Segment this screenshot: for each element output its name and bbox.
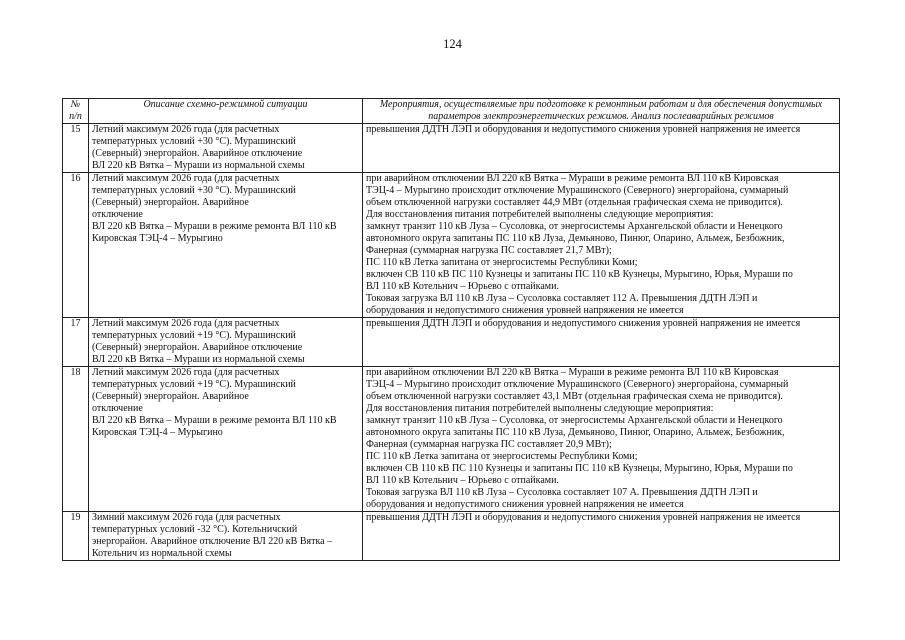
measures-line: ПС 110 кВ Летка запитана от энергосистемы Республики Коми; <box>366 257 638 268</box>
measures-line: автономного округа запитаны ПС 110 кВ Луза, Демьяново, Пинюг, Опарино, Альмеж, Безбожник, <box>366 233 785 244</box>
measures-line: Токовая загрузка ВЛ 110 кВ Луза – Сусоловка составляет 112 А. Превышения ДДТН ЛЭП и <box>366 293 758 304</box>
row-description <box>89 512 363 561</box>
row-number: 15 <box>63 124 89 173</box>
description-line: отключение <box>92 403 143 414</box>
measures-line: ВЛ 110 кВ Котельнич – Юрьево с отпайками. <box>366 281 559 292</box>
description-line: температурных условий +30 °С). Мурашинский <box>92 185 296 196</box>
measures-line: ТЭЦ-4 – Мурыгино происходит отключение Мурашинского (Северного) энергорайона, суммарный <box>366 185 789 196</box>
description-line: Летний максимум 2026 года (для расчетных <box>92 173 280 184</box>
table-row <box>63 173 840 318</box>
measures-line: замкнут транзит 110 кВ Луза – Сусоловка, от энергосистемы Архангельской области и Ненецкого <box>366 415 783 426</box>
description-line: Котельнич из нормальной схемы <box>92 548 232 559</box>
measures-line: Для восстановления питания потребителей выполнены следующие мероприятия: <box>366 403 714 414</box>
table-row <box>63 367 840 512</box>
scenario-table <box>62 98 840 561</box>
header-description <box>89 99 363 124</box>
description-line: ВЛ 220 кВ Вятка – Мураши из нормальной схемы <box>92 160 305 171</box>
description-line: (Северный) энергорайон. Аварийное отключение <box>92 342 303 353</box>
measures-line: автономного округа запитаны ПС 110 кВ Луза, Демьяново, Пинюг, Опарино, Альмеж, Безбожник, <box>366 427 785 438</box>
description-line: Летний максимум 2026 года (для расчетных <box>92 367 280 378</box>
measures-line: Для восстановления питания потребителей выполнены следующие мероприятия: <box>366 209 714 220</box>
measures-line: при аварийном отключении ВЛ 220 кВ Вятка – Мураши в режиме ремонта ВЛ 110 кВ Кировская <box>366 173 779 184</box>
measures-line: Фанерная (суммарная нагрузка ПС составляет 21,7 МВт); <box>366 245 612 256</box>
measures-line: превышения ДДТН ЛЭП и оборудования и недопустимого снижения уровней напряжения не имеется <box>366 124 801 135</box>
header-measures-line: параметров электроэнергетических режимов. Анализ послеаварийных режимов <box>428 111 774 122</box>
table-row <box>63 512 840 561</box>
description-line: Летний максимум 2026 года (для расчетных <box>92 318 280 329</box>
measures-line: ПС 110 кВ Летка запитана от энергосистемы Республики Коми; <box>366 451 638 462</box>
description-line: температурных условий +19 °С). Мурашинский <box>92 330 296 341</box>
header-measures <box>363 99 840 124</box>
measures-line: замкнут транзит 110 кВ Луза – Сусоловка, от энергосистемы Архангельской области и Ненецкого <box>366 221 783 232</box>
measures-line: оборудования и недопустимого снижения уровней напряжения не имеется <box>366 499 684 510</box>
header-number-line: № <box>70 99 81 110</box>
row-number: 17 <box>63 318 89 367</box>
description-line: (Северный) энергорайон. Аварийное отключение <box>92 148 303 159</box>
measures-line: оборудования и недопустимого снижения уровней напряжения не имеется <box>366 305 684 316</box>
header-number-line: п/п <box>69 111 82 122</box>
row-description <box>89 173 363 318</box>
measures-line: объем отключенной нагрузки составляет 43,1 МВт (отдельная графическая схема не приводится). <box>366 391 783 402</box>
description-line: температурных условий +19 °С). Мурашинский <box>92 379 296 390</box>
row-measures <box>363 367 840 512</box>
measures-line: Токовая загрузка ВЛ 110 кВ Луза – Сусоловка составляет 107 А. Превышения ДДТН ЛЭП и <box>366 487 758 498</box>
description-line: Зимний максимум 2026 года (для расчетных <box>92 512 281 523</box>
table-row <box>63 124 840 173</box>
description-line: Кировская ТЭЦ-4 – Мурыгино <box>92 427 223 438</box>
measures-line: объем отключенной нагрузки составляет 44,9 МВт (отдельная графическая схема не приводится). <box>366 197 783 208</box>
measures-line: ТЭЦ-4 – Мурыгино происходит отключение Мурашинского (Северного) энергорайона, суммарный <box>366 379 789 390</box>
row-measures <box>363 173 840 318</box>
header-measures-line: Мероприятия, осуществляемые при подготовке к ремонтным работам и для обеспечения допустимых <box>379 99 823 110</box>
row-number: 16 <box>63 173 89 318</box>
measures-line: при аварийном отключении ВЛ 220 кВ Вятка – Мураши в режиме ремонта ВЛ 110 кВ Кировская <box>366 367 779 378</box>
measures-line: включен СВ 110 кВ ПС 110 Кузнецы и запитаны ПС 110 кВ Кузнецы, Мурыгино, Юрья, Мураши по <box>366 463 793 474</box>
measures-line: Фанерная (суммарная нагрузка ПС составляет 20,9 МВт); <box>366 439 612 450</box>
description-line: (Северный) энергорайон. Аварийное <box>92 391 249 402</box>
row-description <box>89 367 363 512</box>
measures-line: превышения ДДТН ЛЭП и оборудования и недопустимого снижения уровней напряжения не имеется <box>366 512 801 523</box>
table-body <box>63 124 840 561</box>
row-measures <box>363 318 840 367</box>
row-description <box>89 124 363 173</box>
description-line: Летний максимум 2026 года (для расчетных <box>92 124 280 135</box>
page-number: 124 <box>443 37 462 51</box>
measures-line: превышения ДДТН ЛЭП и оборудования и недопустимого снижения уровней напряжения не имеется <box>366 318 801 329</box>
row-number: 18 <box>63 367 89 512</box>
measures-line: включен СВ 110 кВ ПС 110 Кузнецы и запитаны ПС 110 кВ Кузнецы, Мурыгино, Юрья, Мураши по <box>366 269 793 280</box>
description-line: отключение <box>92 209 143 220</box>
description-line: ВЛ 220 кВ Вятка – Мураши в режиме ремонта ВЛ 110 кВ <box>92 221 337 232</box>
description-line: ВЛ 220 кВ Вятка – Мураши из нормальной схемы <box>92 354 305 365</box>
description-line: ВЛ 220 кВ Вятка – Мураши в режиме ремонта ВЛ 110 кВ <box>92 415 337 426</box>
row-measures <box>363 512 840 561</box>
description-line: энергорайон. Аварийное отключение ВЛ 220 кВ Вятка – <box>92 536 333 547</box>
table-row <box>63 318 840 367</box>
row-number: 19 <box>63 512 89 561</box>
description-line: (Северный) энергорайон. Аварийное <box>92 197 249 208</box>
description-line: Кировская ТЭЦ-4 – Мурыгино <box>92 233 223 244</box>
row-description <box>89 318 363 367</box>
measures-line: ВЛ 110 кВ Котельнич – Юрьево с отпайками. <box>366 475 559 486</box>
description-line: температурных условий +30 °С). Мурашинский <box>92 136 296 147</box>
header-description-text: Описание схемно-режимной ситуации <box>143 99 308 110</box>
header-number <box>63 99 89 124</box>
table-header-row <box>63 99 840 124</box>
description-line: температурных условий -32 °С). Котельничский <box>92 524 298 535</box>
row-measures <box>363 124 840 173</box>
